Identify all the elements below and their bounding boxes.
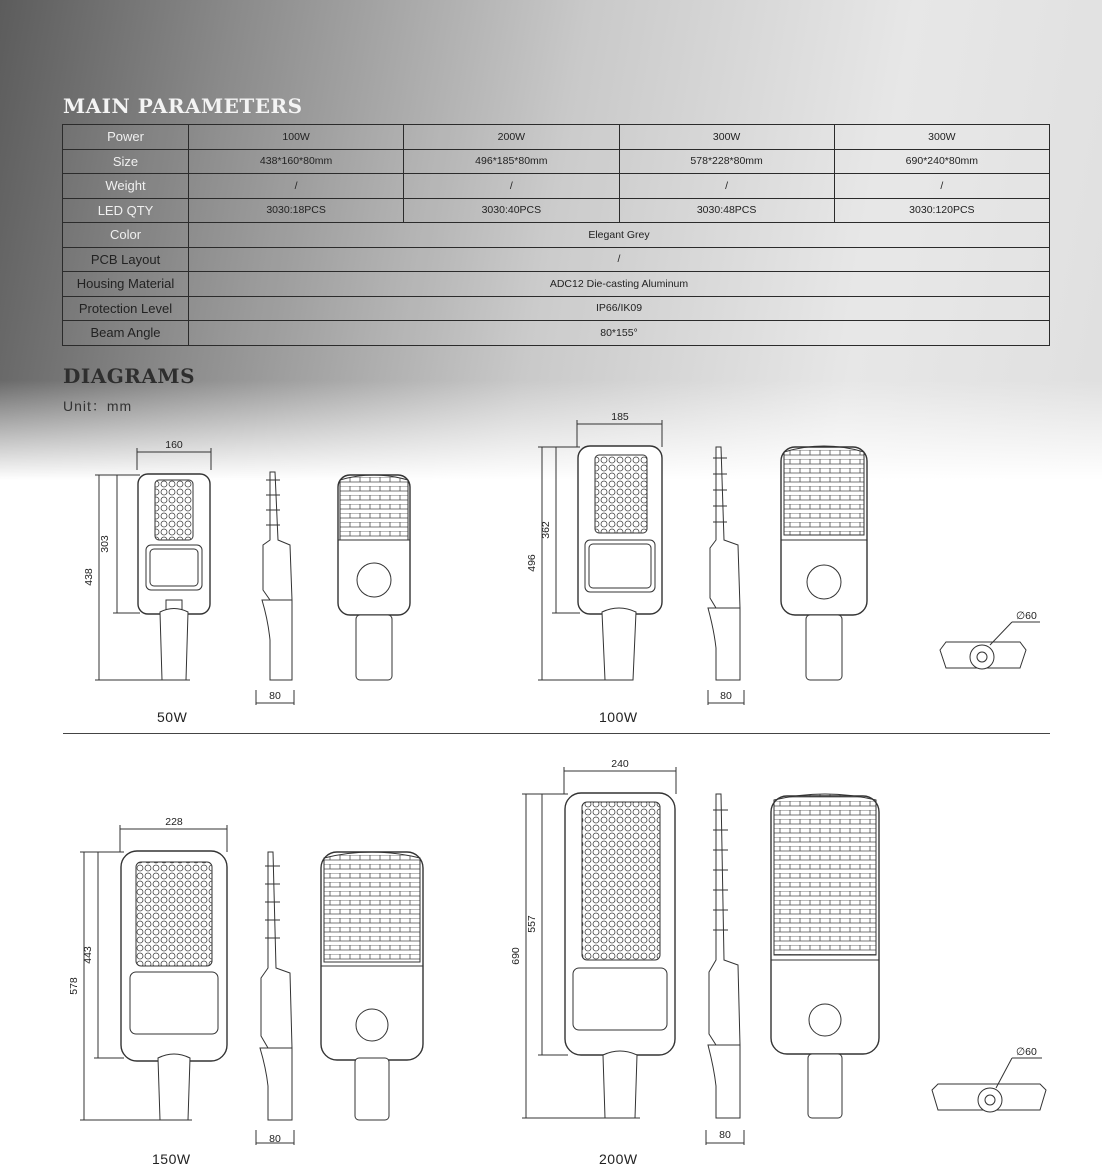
drawing-150w-side	[256, 852, 294, 1145]
dim-100w-total: 496	[526, 554, 538, 572]
cell: 690*240*80mm	[834, 149, 1049, 174]
caption-50w: 50W	[157, 709, 188, 725]
dim-100w-depth: 80	[720, 690, 732, 702]
caption-150w: 150W	[152, 1151, 191, 1167]
drawing-200w-top	[932, 1058, 1046, 1112]
cell: 200W	[404, 125, 619, 150]
drawing-200w-back	[771, 794, 879, 1118]
drawing-200w-front	[522, 767, 676, 1118]
drawing-100w-side	[708, 447, 744, 705]
dim-50w-head: 303	[99, 535, 111, 553]
cell: 80*155°	[189, 321, 1050, 346]
cell: 496*185*80mm	[404, 149, 619, 174]
main-parameters-title: MAIN PARAMETERS	[63, 94, 303, 118]
cell: 3030:120PCS	[834, 198, 1049, 223]
dim-50w-depth: 80	[269, 690, 281, 702]
dim-100w-head: 362	[540, 521, 552, 539]
cell: /	[619, 174, 834, 199]
row-label: Housing Material	[63, 272, 189, 297]
dim-50w-width: 160	[165, 439, 183, 451]
cell: 300W	[834, 125, 1049, 150]
dim-200w-depth: 80	[719, 1129, 731, 1141]
drawing-100w-back	[781, 446, 867, 680]
cell: 438*160*80mm	[189, 149, 404, 174]
drawing-150w-back	[321, 852, 423, 1120]
drawing-200w-side	[706, 794, 744, 1145]
row-label: Weight	[63, 174, 189, 199]
row-label: Size	[63, 149, 189, 174]
cell: /	[189, 247, 1050, 272]
cell: /	[834, 174, 1049, 199]
dim-100w-width: 185	[611, 411, 629, 423]
row-label: Color	[63, 223, 189, 248]
dim-150w-width: 228	[165, 816, 183, 828]
dim-200w-bracket: ∅60	[1016, 1046, 1037, 1058]
caption-100w: 100W	[599, 709, 638, 725]
drawing-100w-front	[538, 420, 662, 680]
dim-150w-head: 443	[82, 946, 94, 964]
cell: 100W	[189, 125, 404, 150]
row-label: Beam Angle	[63, 321, 189, 346]
cell: 578*228*80mm	[619, 149, 834, 174]
cell: 3030:40PCS	[404, 198, 619, 223]
dim-100w-bracket: ∅60	[1016, 610, 1037, 622]
drawing-150w-front	[80, 825, 227, 1120]
dim-150w-depth: 80	[269, 1133, 281, 1145]
cell: IP66/IK09	[189, 296, 1050, 321]
cell: 3030:18PCS	[189, 198, 404, 223]
dim-200w-head: 557	[526, 915, 538, 933]
diagrams-title: DIAGRAMS	[63, 364, 196, 388]
cell: Elegant Grey	[189, 223, 1050, 248]
cell: /	[404, 174, 619, 199]
drawing-50w-back	[338, 475, 410, 680]
row-label: Protection Level	[63, 296, 189, 321]
drawing-100w-top	[940, 622, 1040, 669]
cell: 300W	[619, 125, 834, 150]
unit-label: Unit：mm	[63, 398, 133, 414]
drawing-50w-front	[95, 448, 211, 680]
dim-150w-total: 578	[68, 977, 80, 995]
drawing-50w-side	[256, 472, 294, 705]
row-label: PCB Layout	[63, 247, 189, 272]
row-label: LED QTY	[63, 198, 189, 223]
cell: 3030:48PCS	[619, 198, 834, 223]
row-label: Power	[63, 125, 189, 150]
cell: ADC12 Die-casting Aluminum	[189, 272, 1050, 297]
dim-200w-width: 240	[611, 758, 629, 770]
dim-50w-total: 438	[83, 568, 95, 586]
cell: /	[189, 174, 404, 199]
caption-200w: 200W	[599, 1151, 638, 1167]
dim-200w-total: 690	[510, 947, 522, 965]
